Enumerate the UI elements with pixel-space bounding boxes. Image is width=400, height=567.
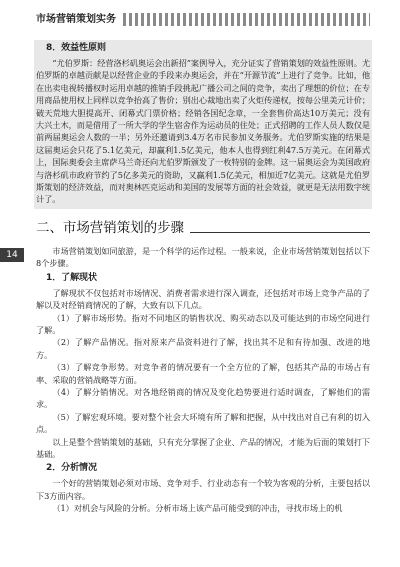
step1-item: （5）了解宏观环境。要对整个社会大环境有所了解和把握，从中找出对自己有利的切入点。 <box>36 411 370 435</box>
efficiency-heading: 8．效益性原则 <box>46 43 106 53</box>
running-header <box>36 10 370 26</box>
step2-item: （1）对机会与风险的分析。分析市场上该产品可能受到的冲击，寻找市场上的机 <box>52 503 343 514</box>
page-number-tab <box>0 248 24 262</box>
step1-heading: 1．了解现状 <box>46 272 97 283</box>
section-title: 二、市场营销策划的步骤 <box>36 219 184 236</box>
page-number: 14 <box>6 250 18 260</box>
step1-closing: 以上是整个营销策划的基础，只有充分掌握了企业、产品的情况，才能为后面的策划打下基础。 <box>36 436 370 459</box>
section-heading <box>36 217 370 239</box>
step1-item: （3）了解竞争形势。对竞争者的情况要有一个全方位的了解，包括其产品的市场占有率、采取的营销战略等方面。 <box>36 362 370 385</box>
steps-intro: 市场营销策划如同旅游，是一个科学的运作过程。一般来说，企业市场营销策划包括以下8个步骤。 <box>36 245 370 269</box>
header-decoration <box>120 13 370 26</box>
step1-item: （2）了解产品情况。指对原来产品资料进行了解，找出其不足和有待加强、改进的地方。 <box>36 337 370 360</box>
step2-heading: 2．分析情况 <box>46 463 97 474</box>
step1-item: （1）了解市场形势。指对不同地区的销售状况、购买动态以及可能达到的市场空间进行了解。 <box>36 312 370 335</box>
section-rule <box>190 232 370 233</box>
step1-item: （4）了解分销情况。对各地经销商的情况及变化趋势要进行适时调查，了解他们的需求。 <box>36 386 370 410</box>
step1-intro: 了解现状不仅包括对市场情况、消费者需求进行深入调查，还包括对市场上竞争产品的了解以及对经销商情况的了解，大致有以下几点。 <box>36 287 370 311</box>
page-body <box>36 40 370 515</box>
case-box <box>34 40 372 209</box>
efficiency-paragraph: “尤伯罗斯：经营洛杉矶奥运会出新招”案例导入，充分证实了营销策划的效益性原则。尤伯罗斯的卓越贡献是以经营企业的手段来办奥运会，并在“开源节流”上进行了竞争。比如，他在出卖电视转播权时运用卓越的推销手段挑起广播公司之间的竞争，卖出了理想的价位；在专用商品使用权上同样以竞争抬高了售价；别出心裁地出卖了火炬传递权，按每公里美元计价；破天荒地大胆提高开、闭幕式门票价格；经销各国纪念章，一全套售价高达10万美元；没有大兴土木，而是借用了一所大学的学生宿舍作为运动员的住处；正式招聘的工作人员人数仅是前两届奥运会人数的一半；另外还邀请到3.4万名市民参加义务服务。尤伯罗斯实施的结果是这届奥运会只花了5.1亿美元，却赢利1.5亿美元，他本人也得到红利47.5万美元。在闭幕式上，国际奥委会主席萨马兰奇还向尤伯罗斯颁发了一枚特别的金牌。这一届奥运会为美国政府与洛杉矶市政府节约了5亿多美元的资助，又赢利1.5亿美元，相加近7亿美元。这就是尤伯罗斯策划的经济效益，而对奥林匹克运动和美国的发展等方面的社会效益，就更是无法用数字统计了。 <box>36 58 370 205</box>
step2-intro: 一个好的营销策划必须对市场、竞争对手、行业动态有一个较为客观的分析，主要包括以下3方面内容。 <box>36 478 370 501</box>
book-title: 市场营销策划实务 <box>36 14 116 25</box>
